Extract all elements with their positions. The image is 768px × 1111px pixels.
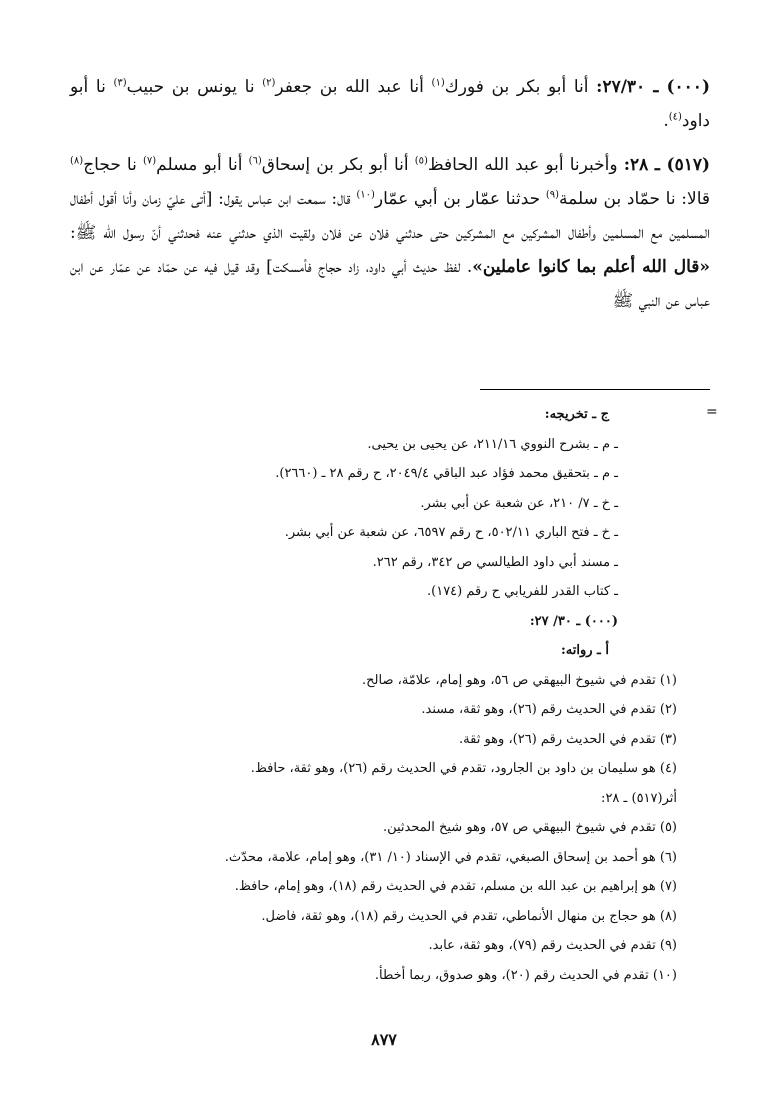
narrator-note: (٧) هو إبراهيم بن عبد الله بن مسلم، تقدم في الحديث رقم (١٨)، وهو إمام، حافظ. bbox=[234, 879, 677, 894]
hadith-paragraph-517 bbox=[70, 148, 710, 318]
takhrij-line: ـ م ـ بتحقيق محمد فؤاد عبد الباقي ٢٠٤٩/٤، ح رقم ٢٨ ـ (٢٦٦٠). bbox=[275, 466, 618, 481]
footnote-ref: (٥) bbox=[414, 155, 428, 167]
narrator-note: (٤) هو سليمان بن داود بن الجارود، تقدم في الحديث رقم (٢٦)، وهو ثقة، حافظ. bbox=[250, 761, 677, 776]
text-span: قالا: نا حمّاد بن سلمة bbox=[559, 189, 711, 209]
takhrij-line: ـ كتاب القدر للفريابي ح رقم (١٧٤). bbox=[427, 584, 618, 599]
text-span: وأخبرنا أبو عبد الله الحافظ bbox=[427, 155, 624, 175]
narrator-note: (٩) تقدم في الحديث رقم (٧٩)، وهو ثقة، عابد. bbox=[428, 938, 677, 953]
footnote-ref: (١) bbox=[431, 77, 445, 89]
text-span: زاد حجاج فأمسكت] وقد قيل فيه عن حمّاد عن عمّار عن ابن عباس عن النبي ﷺ bbox=[70, 257, 710, 311]
narrator-note: (٨) هو حجاج بن منهال الأنماطي، تقدم في الحديث رقم (١٨)، وهو ثقة، فاضل. bbox=[261, 908, 677, 924]
text-span: حدثنا عمّار بن أبي عمّار bbox=[374, 189, 546, 209]
hadith-number: (٥١٧) ـ ٢٨: bbox=[623, 155, 711, 175]
takhrij-line: ـ مسند أبي داود الطيالسي ص ٣٤٢، رقم ٢٦٢. bbox=[372, 554, 618, 570]
text-span: نا أبو داود bbox=[70, 77, 710, 131]
section-ref: (٠٠٠) ـ ٣٠/ ٢٧: bbox=[529, 613, 618, 629]
text-span: أنا أبو بكر بن إسحاق bbox=[261, 155, 415, 175]
footnote-ref: (٨) bbox=[70, 155, 84, 167]
narrator-note: (٣) تقدم في الحديث رقم (٢٦)، وهو ثقة. bbox=[459, 731, 677, 747]
footnote-ref: (٦) bbox=[248, 155, 262, 167]
text-span: . bbox=[663, 111, 669, 131]
text-span: حبيب bbox=[126, 77, 165, 97]
text-span: قال: bbox=[331, 189, 357, 209]
text-span: سمعت ابن عباس يقول: [أتى عليّ زمان وأنا أقول أطفال المسلمين مع المسلمين bbox=[70, 189, 710, 243]
narrator-note: (٥) تقدم في شيوخ البيهقي ص ٥٧، وهو شيخ المحدثين. bbox=[382, 820, 677, 835]
footnote-ref: (٢) bbox=[262, 77, 276, 89]
footnote-divider bbox=[480, 389, 710, 390]
footnote-ref: (٩) bbox=[545, 189, 560, 201]
text-span: نا حجاج bbox=[83, 155, 143, 175]
narrator-note: (١٠) تقدم في الحديث رقم (٢٠)، وهو صدوق، ربما أخطأ. bbox=[374, 967, 677, 983]
ruwat-heading: أ ـ رواته: bbox=[560, 643, 609, 658]
text-span: وأطفال المشركين مع المشركين حتى حدثني فلان عن فلان ولقيت الذي حدثني عنه bbox=[206, 223, 596, 243]
continuation-mark: = bbox=[706, 404, 718, 420]
main-text bbox=[70, 70, 710, 318]
text-span: فحدثني أنّ رسول الله ﷺ: bbox=[70, 223, 200, 243]
text-span: أنا عبد الله بن جعفر bbox=[275, 77, 432, 97]
text-span: مسلم bbox=[156, 155, 198, 175]
takhrij-line: ـ خ ـ ٧/ ٢١٠، عن شعبة عن أبي بشر. bbox=[420, 495, 618, 511]
footnotes-section bbox=[61, 400, 681, 990]
narrator-note: (١) تقدم في شيوخ البيهقي ص ٥٦، وهو إمام، علامّة، صالح. bbox=[362, 672, 677, 688]
takhrij-line: ـ م ـ بشرح النووي ٢١١/١٦، عن يحيى بن يحيى. bbox=[367, 436, 618, 452]
text-span: . لفظ حديث أبي داود، bbox=[365, 257, 473, 277]
page-number: ٨٧٧ bbox=[371, 1030, 397, 1049]
text-span: نا يونس بن bbox=[171, 77, 263, 97]
takhrij-heading: ج ـ تخريجه: bbox=[544, 407, 609, 422]
narrator-note: (٦) هو أحمد بن إسحاق الصبغي، تقدم في الإسناد (١٠/ ٣١)، وهو إمام، علامة، محدّث. bbox=[224, 849, 677, 865]
takhrij-line: ـ خ ـ فتح الباري ٥٠٢/١١، ح رقم ٦٥٩٧، عن شعبة عن أبي بشر. bbox=[284, 525, 618, 540]
text-span: أنا أبو بكر بن فورك bbox=[444, 77, 597, 97]
section-ref: أثر(٥١٧) ـ ٢٨: bbox=[601, 790, 677, 806]
footnote-ref: (٤) bbox=[668, 111, 682, 123]
hadith-paragraph-000 bbox=[70, 70, 710, 138]
footnote-ref: (١٠) bbox=[356, 189, 375, 201]
footnote-ref: (٧) bbox=[142, 155, 157, 167]
text-span: أنا أبو bbox=[203, 155, 249, 175]
footnote-ref: (٣) bbox=[113, 77, 127, 89]
narrator-note: (٢) تقدم في الحديث رقم (٢٦)، وهو ثقة، مسند. bbox=[421, 702, 677, 717]
hadith-number: (٠٠٠) ـ ٢٧/٣٠: bbox=[596, 77, 710, 97]
quoted-hadith: «قال الله أعلم بما كانوا عاملين» bbox=[472, 257, 710, 277]
